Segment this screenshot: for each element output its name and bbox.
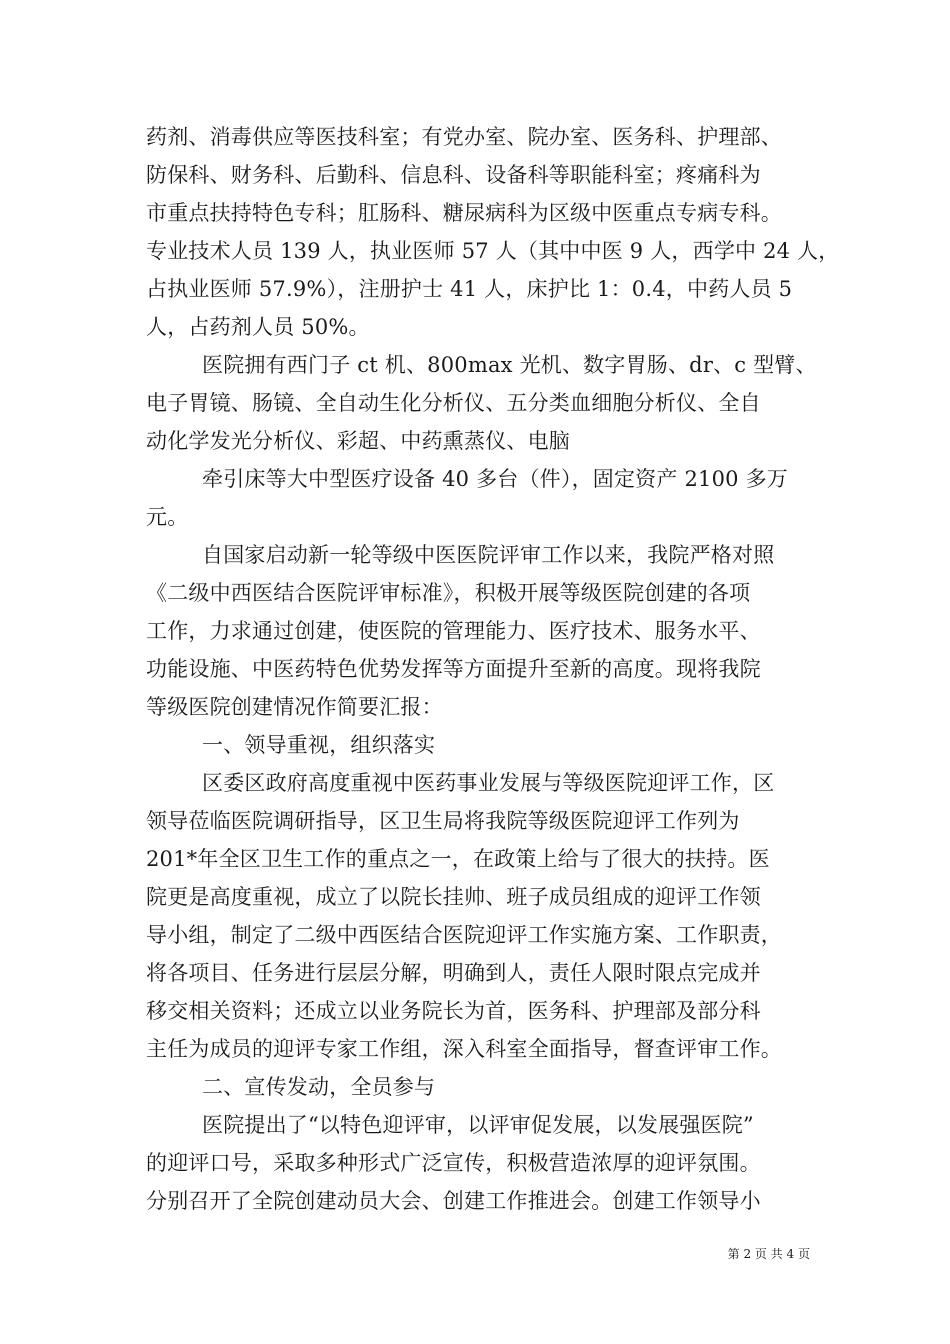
page-number: 第 2 页 共 4 页 <box>727 1247 810 1261</box>
text-line: 功能设施、中医药特色优势发挥等方面提升至新的高度。现将我院 <box>146 657 761 681</box>
section-heading: 一、领导重视，组织落实 <box>202 733 436 757</box>
text-line: 院更是高度重视，成立了以院长挂帅、班子成员组成的迎评工作领 <box>146 885 761 909</box>
text-line: 占执业医师 57.9%），注册护士 41 人，床护比 1：0.4，中药人员 5 <box>146 277 793 301</box>
text-line: 元。 <box>146 505 189 529</box>
text-line: 动化学发光分析仪、彩超、中药熏蒸仪、电脑 <box>146 429 570 453</box>
text-line: 将各项目、任务进行层层分解，明确到人，责任人限时限点完成并 <box>146 961 761 985</box>
text-line: 医院提出了“以特色迎评审，以评审促发展，以发展强医院” <box>202 1113 754 1137</box>
text-line: 201*年全区卫生工作的重点之一，在政策上给与了很大的扶持。医 <box>146 847 770 871</box>
text-line: 自国家启动新一轮等级中医医院评审工作以来，我院严格对照 <box>202 543 775 567</box>
section-heading: 二、宣传发动，全员参与 <box>202 1075 436 1099</box>
text-line: 专业技术人员 139 人，执业医师 57 人（其中中医 9 人，西学中 24 人， <box>146 239 840 263</box>
text-line: 移交相关资料；还成立以业务院长为首，医务科、护理部及部分科 <box>146 999 761 1023</box>
text-line: 人，占药剂人员 50%。 <box>146 315 370 339</box>
document-body <box>146 118 840 1220</box>
text-line: 市重点扶持特色专科；肛肠科、糖尿病科为区级中医重点专病专科。 <box>146 201 782 225</box>
text-line: 的迎评口号，采取多种形式广泛宣传，积极营造浓厚的迎评氛围。 <box>146 1151 761 1175</box>
text-line: 工作，力求通过创建，使医院的管理能力、医疗技术、服务水平、 <box>146 619 761 643</box>
text-line: 主任为成员的迎评专家工作组，深入科室全面指导，督查评审工作。 <box>146 1037 782 1061</box>
text-line: 电子胃镜、肠镜、全自动生化分析仪、五分类血细胞分析仪、全自 <box>146 391 761 415</box>
text-line: 分别召开了全院创建动员大会、创建工作推进会。创建工作领导小 <box>146 1189 761 1213</box>
text-line: 导小组，制定了二级中西医结合医院迎评工作实施方案、工作职责， <box>146 923 782 947</box>
text-line: 医院拥有西门子 ct 机、800max 光机、数字胃肠、dr、c 型臂、 <box>202 353 817 377</box>
text-line: 领导莅临医院调研指导，区卫生局将我院等级医院迎评工作列为 <box>146 809 740 833</box>
text-line: 牵引床等大中型医疗设备 40 多台（件），固定资产 2100 多万 <box>202 467 788 491</box>
text-line: 药剂、消毒供应等医技科室；有党办室、院办室、医务科、护理部、 <box>146 125 782 149</box>
text-line: 等级医院创建情况作简要汇报： <box>146 695 443 719</box>
text-line: 《二级中西医结合医院评审标准》，积极开展等级医院创建的各项 <box>146 581 751 605</box>
text-line: 区委区政府高度重视中医药事业发展与等级医院迎评工作，区 <box>202 771 775 795</box>
text-line: 防保科、财务科、后勤科、信息科、设备科等职能科室；疼痛科为 <box>146 163 761 187</box>
